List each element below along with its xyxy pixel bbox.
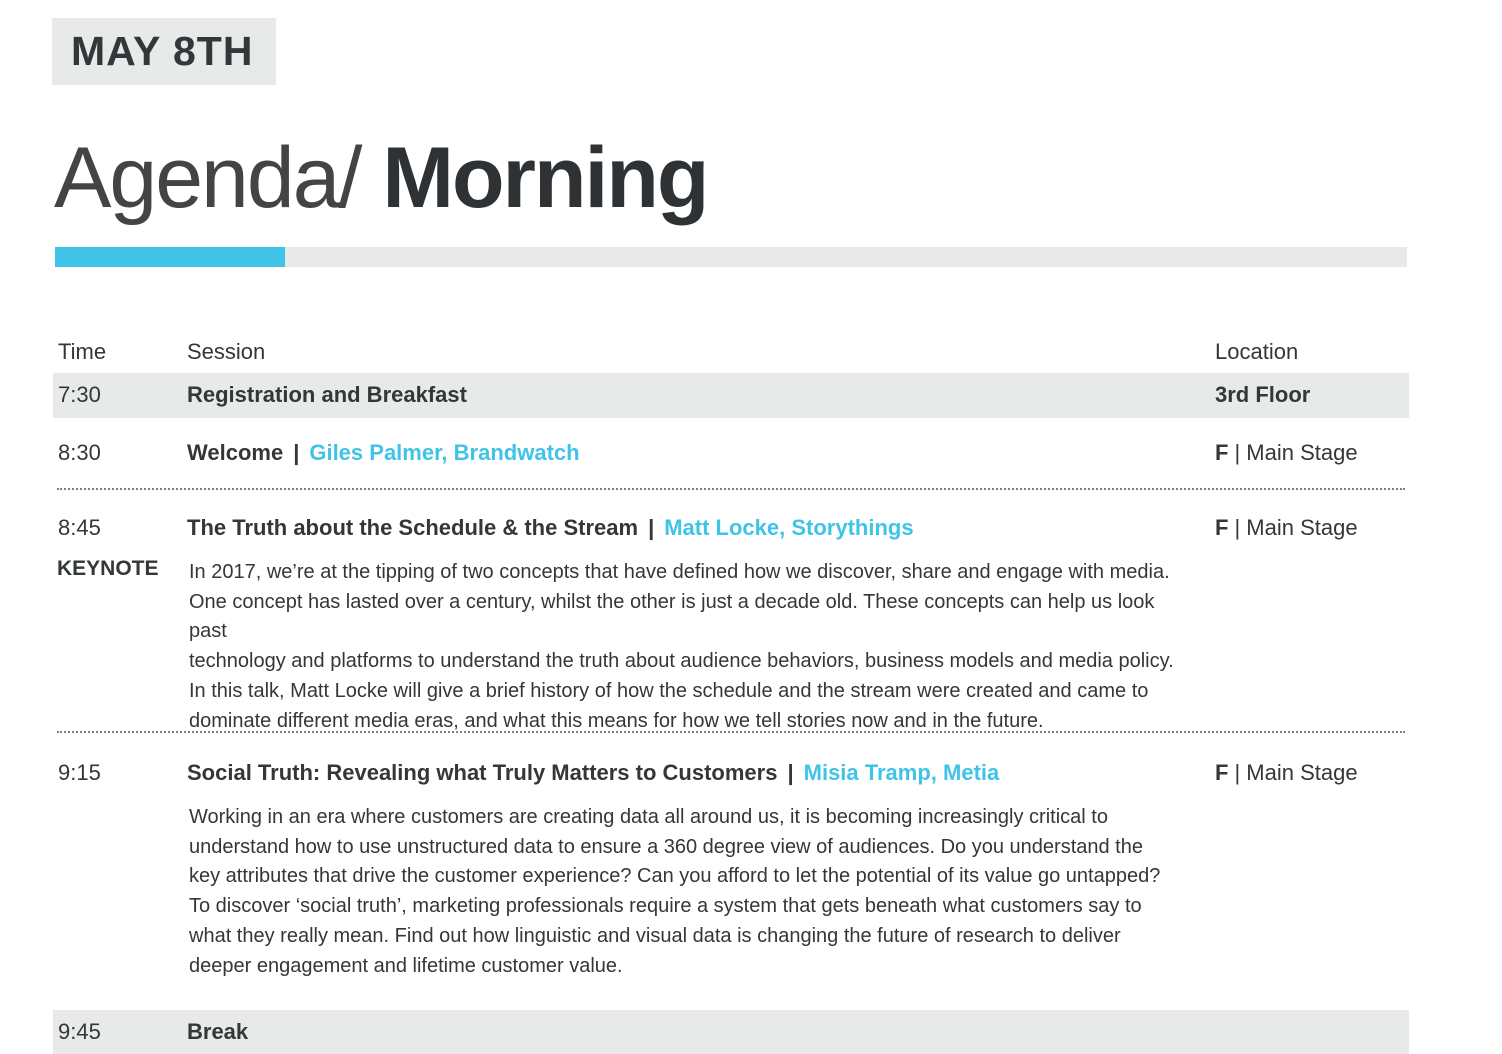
description-line: what they really mean. Find out how linguistic and visual data is changing the future of research to deliver bbox=[189, 924, 1121, 947]
row-time: 9:15 bbox=[58, 760, 101, 785]
description-line: In this talk, Matt Locke will give a brief history of how the schedule and the stream were created and came to bbox=[189, 679, 1149, 702]
session-separator: | bbox=[293, 440, 300, 465]
row-session-title: Welcome bbox=[187, 440, 284, 465]
row-session-title: The Truth about the Schedule & the Stream bbox=[187, 515, 639, 540]
row-session bbox=[187, 515, 914, 541]
agenda-row-break bbox=[53, 1010, 1409, 1054]
row-location bbox=[1215, 515, 1358, 541]
column-header-time: Time bbox=[58, 339, 107, 364]
session-description bbox=[189, 558, 1189, 736]
location-code: F bbox=[1215, 760, 1229, 785]
description-line: dominate different media eras, and what this means for how we tell stories now and in the future. bbox=[189, 709, 1044, 732]
row-session bbox=[187, 440, 580, 466]
row-session-title: Social Truth: Revealing what Truly Matters to Customers bbox=[187, 760, 778, 785]
location-name: | Main Stage bbox=[1234, 440, 1358, 465]
location-code: F bbox=[1215, 440, 1229, 465]
row-session-title: Break bbox=[187, 1019, 249, 1044]
row-session bbox=[187, 760, 999, 786]
column-header-location: Location bbox=[1215, 339, 1299, 364]
row-location bbox=[1215, 760, 1358, 786]
location-name: | Main Stage bbox=[1234, 760, 1358, 785]
description-line: deeper engagement and lifetime customer value. bbox=[189, 954, 623, 977]
description-line: In 2017, we’re at the tipping of two concepts that have defined how we discover, share and engage with media. bbox=[189, 561, 1170, 583]
row-divider bbox=[57, 731, 1405, 733]
speaker-link[interactable]: Giles Palmer, Brandwatch bbox=[309, 440, 580, 465]
row-time: 9:45 bbox=[58, 1019, 101, 1044]
description-line: understand how to use unstructured data to ensure a 360 degree view of audiences. Do you understand the bbox=[189, 835, 1143, 858]
description-line: Working in an era where customers are creating data all around us, it is becoming increasingly critical to bbox=[189, 806, 1108, 828]
page-title bbox=[54, 128, 707, 228]
description-line: One concept has lasted over a century, whilst the other is just a decade old. These concepts can help us look past bbox=[189, 590, 1155, 643]
description-line: key attributes that drive the customer experience? Can you afford to let the potential of its value go untapped? bbox=[189, 865, 1161, 888]
row-location bbox=[1215, 440, 1358, 466]
description-line: technology and platforms to understand the truth about audience behaviors, business models and media policy. bbox=[189, 650, 1174, 673]
row-time: 8:45 bbox=[58, 515, 101, 540]
session-description bbox=[189, 803, 1189, 981]
title-main: Morning bbox=[382, 130, 708, 226]
session-separator: | bbox=[648, 515, 655, 540]
row-session-title: Registration and Breakfast bbox=[187, 382, 467, 407]
description-line: To discover ‘social truth’, marketing professionals require a system that gets beneath what customers say to bbox=[189, 895, 1142, 918]
row-location: 3rd Floor bbox=[1215, 382, 1311, 407]
session-separator: | bbox=[787, 760, 794, 785]
column-header-session: Session bbox=[187, 339, 266, 364]
date-badge: MAY 8TH bbox=[52, 18, 276, 85]
title-prefix: Agenda/ bbox=[54, 130, 361, 226]
section-progress-fill bbox=[55, 247, 285, 267]
row-divider bbox=[57, 488, 1405, 490]
speaker-link[interactable]: Misia Tramp, Metia bbox=[803, 760, 1000, 785]
location-code: F bbox=[1215, 515, 1229, 540]
keynote-tag: KEYNOTE bbox=[57, 557, 159, 580]
section-progress-bar bbox=[55, 247, 1407, 267]
row-time: 8:30 bbox=[58, 440, 101, 465]
location-name: | Main Stage bbox=[1234, 515, 1358, 540]
speaker-link[interactable]: Matt Locke, Storythings bbox=[664, 515, 914, 540]
row-time: 7:30 bbox=[58, 382, 101, 407]
